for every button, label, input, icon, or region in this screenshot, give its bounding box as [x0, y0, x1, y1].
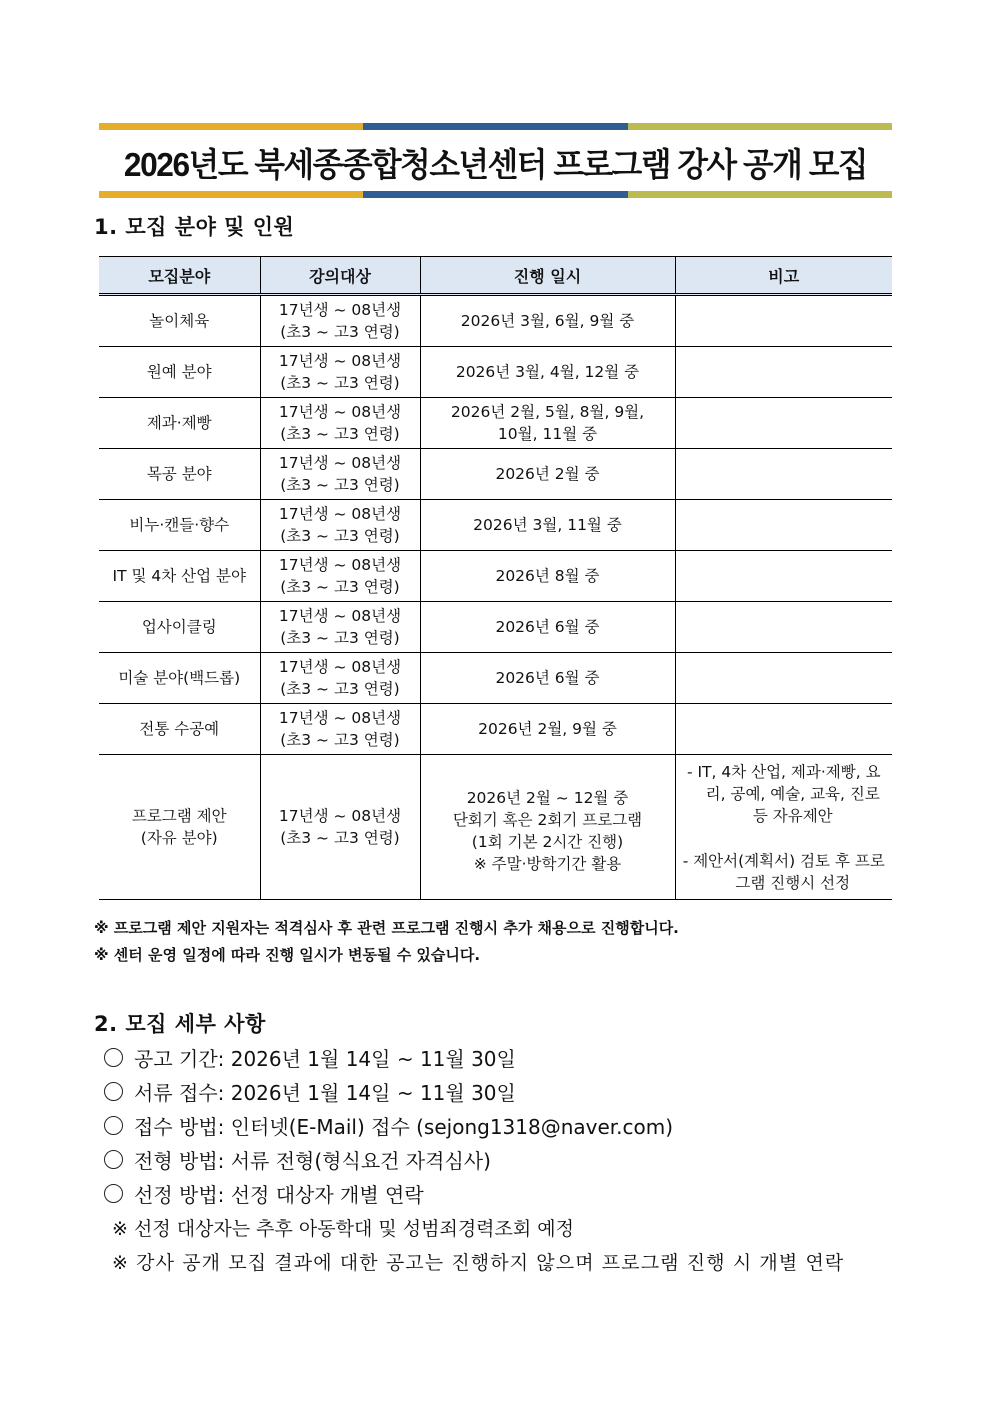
cell-schedule — [420, 704, 675, 755]
cell-target — [260, 295, 420, 347]
cell-field: 미술 분야(백드롭) — [99, 653, 260, 704]
note-item: - IT, 4차 산업, 제과·제빵, 요리, 공예, 예술, 교육, 진로 등 자유제안 — [686, 762, 881, 825]
detail-item-selection-method — [104, 1178, 844, 1212]
cell-line: ※ 주말·방학기간 활용 — [473, 855, 622, 873]
color-bar-olive — [628, 123, 892, 130]
table-row — [99, 704, 892, 755]
detail-text: 선정 방법: 선정 대상자 개별 연락 — [134, 1183, 424, 1207]
cell-line: 2026년 3월, 4월, 12월 중 — [455, 363, 640, 381]
cell-line: 2026년 3월, 6월, 9월 중 — [460, 312, 635, 330]
cell-field: 원예 분야 — [99, 347, 260, 398]
cell-line: 2026년 8월 중 — [495, 567, 600, 585]
cell-line: 17년생 ~ 08년생 — [278, 505, 402, 523]
cell-note — [675, 704, 892, 755]
cell-target — [260, 602, 420, 653]
cell-note — [675, 602, 892, 653]
table-row — [99, 295, 892, 347]
cell-field: 놀이체육 — [99, 295, 260, 347]
cell-note — [675, 295, 892, 347]
cell-line: (초3 ~ 고3 연령) — [280, 323, 400, 341]
cell-line: 2026년 6월 중 — [495, 669, 600, 687]
cell-line: (초3 ~ 고3 연령) — [280, 374, 400, 392]
table-row — [99, 602, 892, 653]
cell-schedule — [420, 347, 675, 398]
cell-line: 17년생 ~ 08년생 — [278, 403, 402, 421]
cell-field — [99, 755, 260, 900]
cell-note — [675, 653, 892, 704]
cell-target — [260, 449, 420, 500]
table-row — [99, 653, 892, 704]
recruitment-table — [99, 256, 892, 900]
color-bar-yellow — [99, 123, 363, 130]
cell-line: (초3 ~ 고3 연령) — [280, 629, 400, 647]
note-item: - 제안서(계획서) 검토 후 프로그램 진행시 선정 — [682, 851, 885, 892]
title-bottom-color-bar — [99, 191, 892, 198]
cell-schedule — [420, 653, 675, 704]
title-top-color-bar — [99, 123, 892, 130]
cell-line: 17년생 ~ 08년생 — [278, 709, 402, 727]
circle-bullet-icon — [104, 1048, 123, 1067]
cell-line: (초3 ~ 고3 연령) — [280, 731, 400, 749]
cell-line: 17년생 ~ 08년생 — [278, 352, 402, 370]
cell-target — [260, 551, 420, 602]
cell-note — [675, 500, 892, 551]
cell-target — [260, 500, 420, 551]
cell-note — [675, 398, 892, 449]
cell-line: 17년생 ~ 08년생 — [278, 454, 402, 472]
detail-item-screening-method — [104, 1144, 844, 1178]
table-row — [99, 398, 892, 449]
cell-target — [260, 653, 420, 704]
column-header-note: 비고 — [675, 257, 892, 295]
table-row — [99, 551, 892, 602]
cell-field: 업사이클링 — [99, 602, 260, 653]
cell-line: 17년생 ~ 08년생 — [278, 658, 402, 676]
cell-schedule — [420, 602, 675, 653]
column-header-schedule: 진행 일시 — [420, 257, 675, 295]
cell-target — [260, 704, 420, 755]
color-bar-blue — [363, 191, 628, 198]
cell-field: 전통 수공예 — [99, 704, 260, 755]
cell-schedule — [420, 755, 675, 900]
cell-field: 제과·제빵 — [99, 398, 260, 449]
detail-text: 서류 접수: 2026년 1월 14일 ~ 11월 30일 — [134, 1081, 516, 1105]
cell-field: IT 및 4차 산업 분야 — [99, 551, 260, 602]
section1-heading: 1. 모집 분야 및 인원 — [94, 215, 295, 239]
cell-line: (자유 분야) — [140, 829, 218, 847]
cell-field: 비누·캔들·향수 — [99, 500, 260, 551]
cell-line: 2026년 2월, 5월, 8월, 9월, — [450, 403, 645, 421]
cell-note — [675, 755, 892, 900]
cell-line: (초3 ~ 고3 연령) — [280, 829, 400, 847]
detail-item-submission-method — [104, 1110, 844, 1144]
detail-text: 전형 방법: 서류 전형(형식요건 자격심사) — [134, 1149, 491, 1173]
cell-line: 17년생 ~ 08년생 — [278, 607, 402, 625]
cell-line: (초3 ~ 고3 연령) — [280, 425, 400, 443]
cell-line: 2026년 2월 중 — [495, 465, 600, 483]
cell-line: 2026년 2월 ~ 12월 중 — [466, 789, 629, 807]
detail-remark: ※ 강사 공개 모집 결과에 대한 공고는 진행하지 않으며 프로그램 진행 시 개별 연락 — [112, 1252, 845, 1274]
cell-schedule — [420, 449, 675, 500]
cell-note — [675, 347, 892, 398]
detail-item-document-submission — [104, 1076, 844, 1110]
circle-bullet-icon — [104, 1184, 123, 1203]
circle-bullet-icon — [104, 1082, 123, 1101]
table-body — [99, 295, 892, 900]
cell-schedule — [420, 398, 675, 449]
color-bar-olive — [628, 191, 892, 198]
table-row-program-proposal — [99, 755, 892, 900]
cell-line: 2026년 6월 중 — [495, 618, 600, 636]
table-footnotes — [94, 915, 679, 969]
footnote: ※ 센터 운영 일정에 따라 진행 일시가 변동될 수 있습니다. — [94, 946, 481, 964]
cell-schedule — [420, 551, 675, 602]
page-title: 2026년도 북세종종합청소년센터 프로그램 강사 공개 모집 — [123, 145, 868, 183]
cell-target — [260, 347, 420, 398]
cell-line: (초3 ~ 고3 연령) — [280, 680, 400, 698]
cell-line: (1회 기본 2시간 진행) — [471, 833, 624, 851]
cell-target — [260, 755, 420, 900]
detail-remark: ※ 선정 대상자는 추후 아동학대 및 성범죄경력조회 예정 — [112, 1218, 574, 1240]
detail-text: 공고 기간: 2026년 1월 14일 ~ 11월 30일 — [134, 1047, 516, 1071]
circle-bullet-icon — [104, 1116, 123, 1135]
column-header-field: 모집분야 — [99, 257, 260, 295]
cell-line: (초3 ~ 고3 연령) — [280, 476, 400, 494]
cell-line: (초3 ~ 고3 연령) — [280, 578, 400, 596]
column-header-target: 강의대상 — [260, 257, 420, 295]
cell-schedule — [420, 500, 675, 551]
cell-line: 10월, 11월 중 — [497, 425, 598, 443]
cell-line: 2026년 2월, 9월 중 — [478, 720, 617, 738]
footnote: ※ 프로그램 제안 지원자는 적격심사 후 관련 프로그램 진행시 추가 채용으로 진행합니다. — [94, 919, 679, 937]
table-header-row — [99, 257, 892, 295]
cell-line: (초3 ~ 고3 연령) — [280, 527, 400, 545]
cell-schedule — [420, 295, 675, 347]
cell-line: 프로그램 제안 — [131, 807, 227, 825]
cell-line: 단회기 혹은 2회기 프로그램 — [452, 811, 643, 829]
spacer — [680, 827, 889, 850]
detail-text: 접수 방법: 인터넷(E-Mail) 접수 (sejong1318@naver.com) — [134, 1115, 674, 1139]
color-bar-yellow — [99, 191, 363, 198]
cell-line: 17년생 ~ 08년생 — [278, 301, 402, 319]
recruitment-details — [104, 1042, 844, 1280]
table-row — [99, 347, 892, 398]
cell-line: 17년생 ~ 08년생 — [278, 807, 402, 825]
cell-field: 목공 분야 — [99, 449, 260, 500]
cell-line: 17년생 ~ 08년생 — [278, 556, 402, 574]
detail-item-announcement-period — [104, 1042, 844, 1076]
cell-line: 2026년 3월, 11월 중 — [473, 516, 622, 534]
color-bar-blue — [363, 123, 628, 130]
circle-bullet-icon — [104, 1150, 123, 1169]
table-row — [99, 449, 892, 500]
cell-note — [675, 551, 892, 602]
section2-heading: 2. 모집 세부 사항 — [94, 1012, 266, 1036]
cell-target — [260, 398, 420, 449]
cell-note — [675, 449, 892, 500]
table-row — [99, 500, 892, 551]
